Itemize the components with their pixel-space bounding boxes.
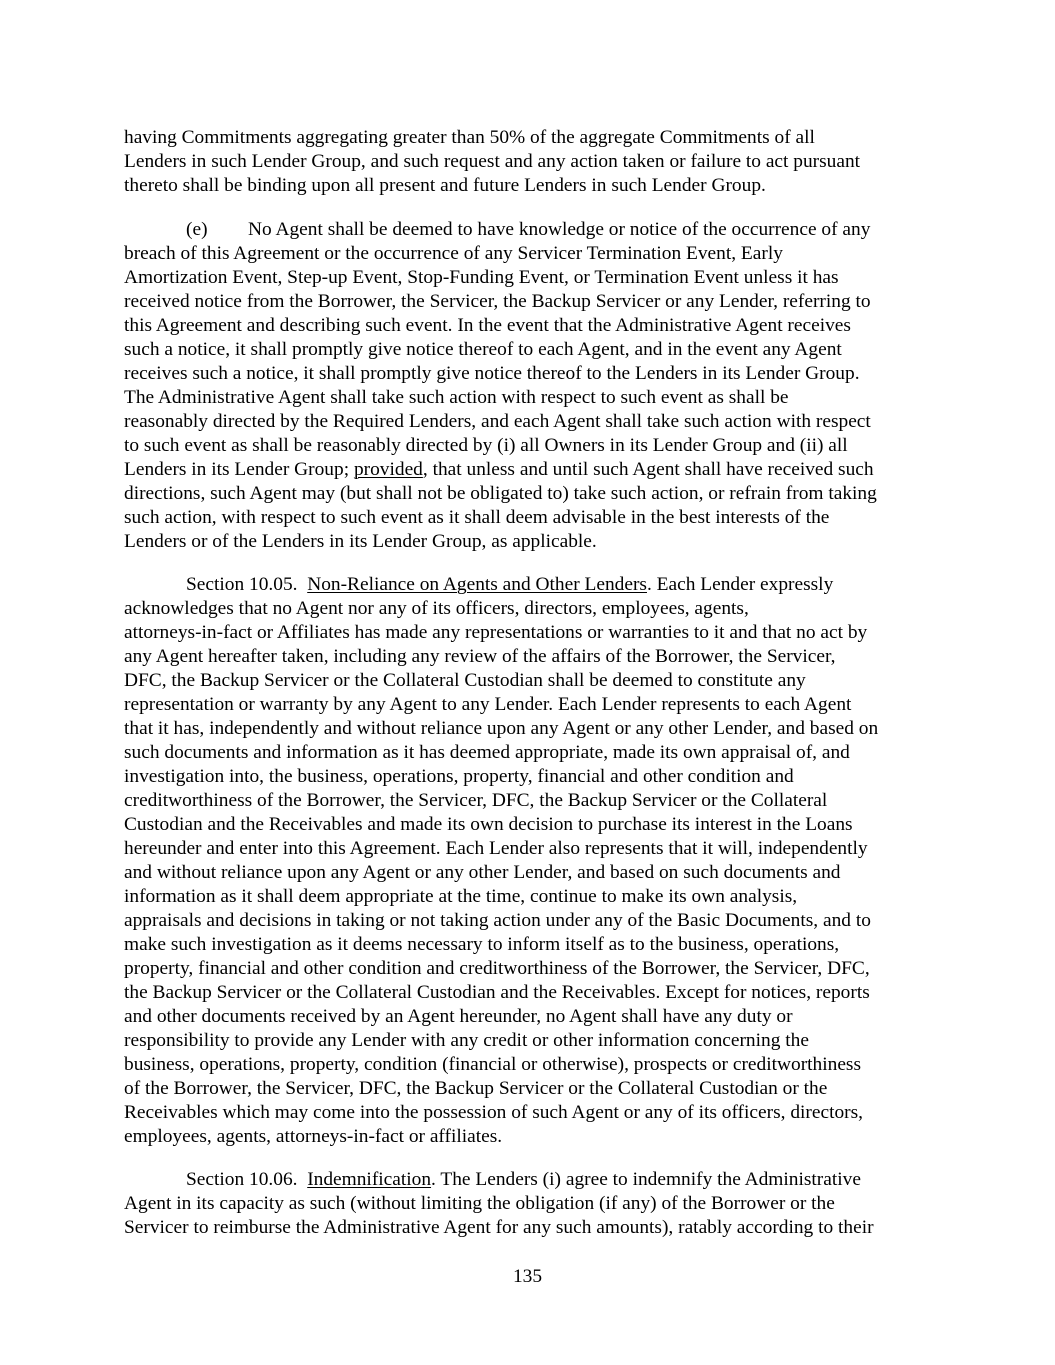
text-line: Receivables which may come into the possession of such Agent or any of its officers, directors, [124, 1102, 864, 1123]
text-line: DFC, the Backup Servicer or the Collateral Custodian shall be deemed to constitute any [124, 670, 806, 691]
text-line: Lenders or of the Lenders in its Lender Group, as applicable. [124, 531, 597, 552]
text-line: creditworthiness of the Borrower, the Servicer, DFC, the Backup Servicer or the Collateral [124, 790, 828, 811]
text-line: reasonably directed by the Required Lenders, and each Agent shall take such action with respect [124, 411, 871, 432]
text-line: hereunder and enter into this Agreement. Each Lender also represents that it will, independently [124, 838, 868, 859]
text-segment: . The Lenders (i) agree to indemnify the Administrative [431, 1169, 861, 1190]
text-line: Agent in its capacity as such (without limiting the obligation (if any) of the Borrower or the [124, 1193, 835, 1214]
section-heading-line [186, 573, 833, 597]
text-segment: , that unless and until such Agent shall have received such [422, 459, 874, 480]
text-line: such documents and information as it has deemed appropriate, made its own appraisal of, and [124, 742, 850, 763]
text-line: Servicer to reimburse the Administrative Agent for any such amounts), ratably according to their [124, 1217, 874, 1238]
text-line: Custodian and the Receivables and made its own decision to purchase its interest in the Loans [124, 814, 853, 835]
text-line: this Agreement and describing such event. In the event that the Administrative Agent receives [124, 315, 851, 336]
text-line: any Agent hereafter taken, including any review of the affairs of the Borrower, the Servicer, [124, 646, 836, 667]
text-line: having Commitments aggregating greater than 50% of the aggregate Commitments of all [124, 127, 815, 148]
text-line: of the Borrower, the Servicer, DFC, the Backup Servicer or the Collateral Custodian or the [124, 1078, 828, 1099]
section-heading-line [186, 1168, 861, 1192]
text-line: and other documents received by an Agent hereunder, no Agent shall have any duty or [124, 1006, 793, 1027]
text-line: investigation into, the business, operations, property, financial and other condition and [124, 766, 794, 787]
text-line: Amortization Event, Step-up Event, Stop-Funding Event, or Termination Event unless it has [124, 267, 839, 288]
text-line: employees, agents, attorneys-in-fact or affiliates. [124, 1126, 503, 1147]
text-line: appraisals and decisions in taking or not taking action under any of the Basic Documents, and to [124, 910, 871, 931]
text-line: and without reliance upon any Agent or any other Lender, and based on such documents and [124, 862, 841, 883]
text-line: No Agent shall be deemed to have knowledge or notice of the occurrence of any [248, 219, 871, 240]
section-number: Section 10.06. [186, 1169, 298, 1190]
text-line: make such investigation as it deems necessary to inform itself as to the business, operations, [124, 934, 840, 955]
text-line: information as it shall deem appropriate at the time, continue to make its own analysis, [124, 886, 798, 907]
text-line: receives such a notice, it shall promptly give notice thereof to the Lenders in its Lender Group. [124, 363, 860, 384]
text-line: attorneys-in-fact or Affiliates has made any representations or warranties to it and that no act by [124, 622, 868, 643]
text-line: business, operations, property, condition (financial or otherwise), prospects or creditworthiness [124, 1054, 862, 1075]
text-line: property, financial and other condition and creditworthiness of the Borrower, the Servicer, DFC, [124, 958, 870, 979]
text-line [124, 458, 874, 482]
text-line: such action, with respect to such event as it shall deem advisable in the best interests of the [124, 507, 830, 528]
text-line: Lenders in such Lender Group, and such request and any action taken or failure to act pursuant [124, 151, 861, 172]
paragraph-marker: (e) [186, 219, 208, 240]
text-segment: Lenders in its Lender Group; [124, 459, 354, 480]
text-line: acknowledges that no Agent nor any of its officers, directors, employees, agents, [124, 598, 749, 619]
text-line: to such event as shall be reasonably directed by (i) all Owners in its Lender Group and (ii) all [124, 435, 848, 456]
section-number: Section 10.05. [186, 574, 298, 595]
text-line: received notice from the Borrower, the Servicer, the Backup Servicer or any Lender, referring to [124, 291, 871, 312]
proviso-term: provided [353, 459, 423, 480]
text-line: that it has, independently and without reliance upon any Agent or any other Lender, and based on [124, 718, 879, 739]
section-title: Non-Reliance on Agents and Other Lenders [307, 574, 647, 595]
text-line: representation or warranty by any Agent to any Lender. Each Lender represents to each Agent [124, 694, 852, 715]
text-line: breach of this Agreement or the occurrence of any Servicer Termination Event, Early [124, 243, 783, 264]
text-segment: . Each Lender expressly [646, 574, 834, 595]
text-line: directions, such Agent may (but shall not be obligated to) take such action, or refrain from taking [124, 483, 877, 504]
text-line: The Administrative Agent shall take such action with respect to such event as shall be [124, 387, 789, 408]
page-number: 135 [512, 1266, 543, 1287]
text-line: thereto shall be binding upon all present and future Lenders in such Lender Group. [124, 175, 766, 196]
section-title: Indemnification [307, 1169, 432, 1190]
text-line: such a notice, it shall promptly give notice thereof to each Agent, and in the event any Agent [124, 339, 842, 360]
text-line: responsibility to provide any Lender with any credit or other information concerning the [124, 1030, 809, 1051]
text-line: the Backup Servicer or the Collateral Custodian and the Receivables. Except for notices, reports [124, 982, 870, 1003]
